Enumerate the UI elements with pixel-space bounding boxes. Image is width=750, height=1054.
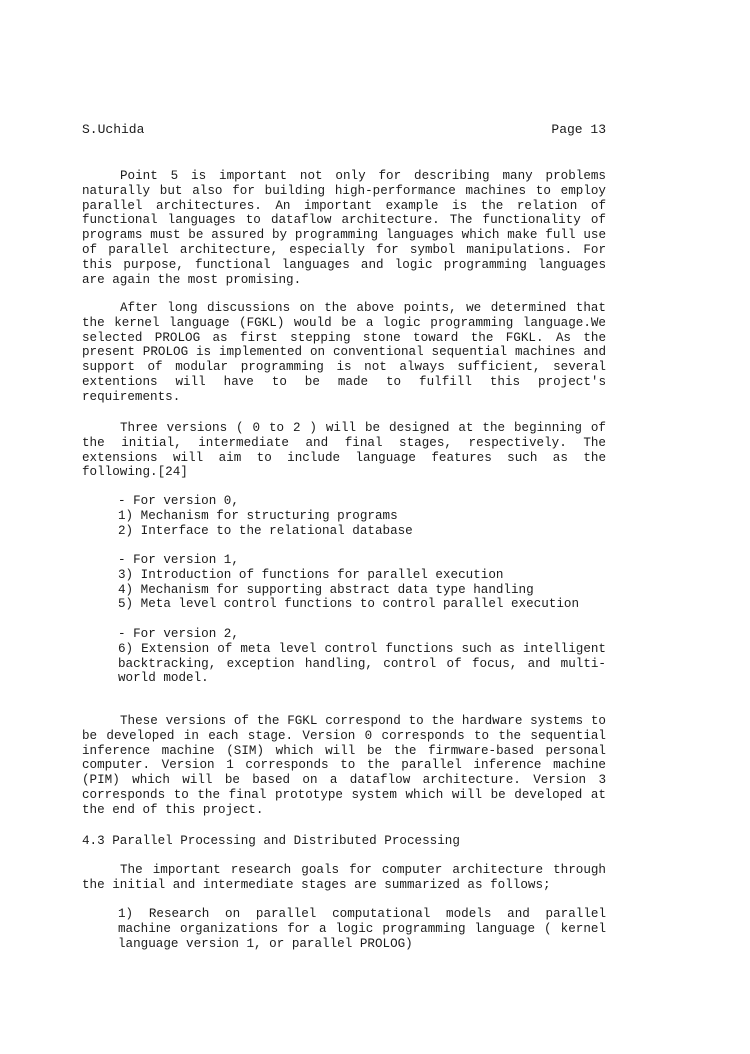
paragraph-2 (82, 301, 606, 405)
section-heading: 4.3 Parallel Processing and Distributed Processing (82, 834, 460, 848)
list-item: 2) Interface to the relational database (118, 523, 413, 538)
list-item: 6) Extension of meta level control functions such as intelligent backtracking, exception handling, control of focus, and multi-world model. (118, 641, 606, 686)
list-item: 5) Meta level control functions to control parallel execution (118, 597, 580, 612)
version-0-list (118, 494, 606, 538)
author-name: S.Uchida (82, 122, 145, 137)
goals-list (118, 907, 606, 951)
version-heading: - For version 2, (118, 627, 239, 641)
version-2-list (118, 627, 606, 686)
page-number: Page 13 (551, 122, 606, 137)
paragraph-text: Three versions ( 0 to 2 ) will be designed at the beginning of the initial, intermediate and final stages, respectively. The extensions will aim to include language features such as the following.[24] (82, 421, 606, 480)
paragraph-text: These versions of the FGKL correspond to the hardware systems to be developed in each stage. Version 0 corresponds to the sequential inference machine (SIM) which will be the firmware-based personal computer. Version 1 corresponds to the parallel inference machine (PIM) which will be based on a dataflow architecture. Version 3 corresponds to the final prototype system which will be developed at the end of this project. (82, 714, 606, 817)
paragraph-5 (82, 863, 606, 893)
version-heading: - For version 1, (118, 553, 239, 567)
paragraph-4 (82, 714, 606, 818)
paragraph-3 (82, 421, 606, 480)
paragraph-1 (82, 169, 606, 287)
paragraph-text: The important research goals for computer architecture through the initial and intermediate stages are summarized as follows; (82, 863, 606, 892)
version-1-list (118, 553, 606, 612)
list-item: 4) Mechanism for supporting abstract data type handling (118, 582, 534, 597)
list-item: 3) Introduction of functions for parallel execution (118, 567, 504, 582)
list-item: 1) Research on parallel computational models and parallel machine organizations for a logic programming language ( kernel language version 1, or parallel PROLOG) (118, 907, 606, 951)
version-heading: - For version 0, (118, 494, 239, 508)
list-item: 1) Mechanism for structuring programs (118, 508, 398, 523)
paragraph-text: Point 5 is important not only for describing many problems naturally but also for building high-performance machines to employ parallel architectures. An important example is the relation of functional languages to dataflow architecture. The functionality of programs must be assured by programming languages which make full use of parallel architecture, especially for symbol manipulations. For this purpose, functional languages and logic programming languages are again the most promising. (82, 169, 606, 287)
paragraph-text: After long discussions on the above points, we determined that the kernel language (FGKL) would be a logic programming language.We selected PROLOG as first stepping stone toward the FGKL. As the present PROLOG is implemented on conventional sequential machines and support of modular programming is not always sufficient, several extentions will have to be made to fulfill this project's requirements. (82, 301, 606, 404)
